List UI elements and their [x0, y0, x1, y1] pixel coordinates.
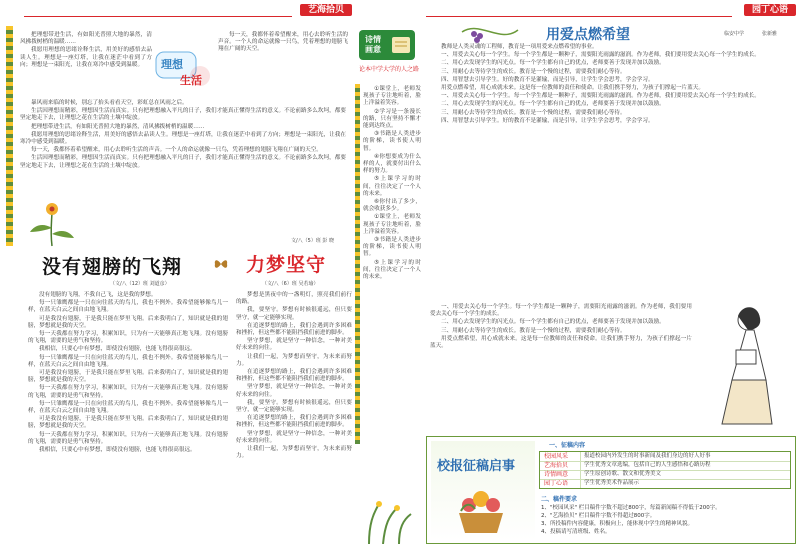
flower-illustration	[22, 200, 82, 248]
table-row: 校园风采 报道校园内外发生的时事新闻及我们身边的好人好事	[540, 452, 790, 462]
middle-tag-label: 诗情画意	[365, 35, 381, 54]
woman-illustration	[702, 300, 792, 430]
submission-title: 校报征稿启事	[437, 459, 516, 474]
section-tag: 艺海拾贝	[300, 4, 352, 16]
wings-body: 没有翅膀的飞翔，不我自己飞，这是我的梦想。 每一只雏鹰都是一只在向往蓝天的鸟儿，我也不例外。我希望能够像鸟儿一样，在蓝天白云之间自由地飞翔。 可是我没有翅膀，于是我只能在梦里飞翔。后来我明白了，知识就是我的翅膀，梦想就是我的天空。 每一天我都在努力学习，积累知识，只为有一天能够真正地飞翔。没有翅膀的飞翔，需要的是勇气和坚持。 我相信，只要心中有梦想，即使没有翅膀，也能飞得很高很远。 每一只雏鹰都是一只在向往蓝天的鸟儿，我也不例外。我希望能够像鸟儿一样，在蓝天白云之间自由地飞翔。 可是我没有翅膀，于是我只能在梦里飞翔。后来我明白了，知识就是我的翅膀，梦想就是我的天空。 每一天我都在努力学习，积累知识，只为有一天能够真正地飞翔。没有翅膀的飞翔，需要的是勇气和坚持。 每一只雏鹰都是一只在向往蓝天的鸟儿，我也不例外。我希望能够像鸟儿一样，在蓝天白云之间自由地飞翔。 可是我没有翅膀，于是我只能在梦里飞翔。后来我明白了，知识就是我的翅膀，梦想就是我的天空。 每一天我都在努力学习，积累知识，只为有一天能够真正地飞翔。没有翅膀的飞翔，需要的是勇气和坚持。 我相信，只要心中有梦想，即使没有翅膀，也能飞得很高很远。	[28, 292, 228, 454]
middle-tag	[359, 30, 415, 60]
title-part-1: 理想	[161, 58, 183, 71]
table-heading: 一、征稿内容	[549, 442, 586, 449]
wings-title: 没有翅膀的飞翔	[42, 256, 183, 278]
middle-body: ①课堂上，老师发现孩子专注地听着，脸上洋溢着笑容。 ②学习是一条漫长的路，只有坚持不懈才能到达终点。 ③书籍是人类进步的阶梯，读书使人明智。 ④你想要成为什么样的人，就要付出什么样的努力。 ⑤上课学习的时间，往往决定了一个人的未来。 ⑥你付出了多少，就会收获多少。 ①课堂上，老师发现孩子专注地听着，脸上洋溢着笑容。 ③书籍是人类进步的阶梯，读书使人明智。 ⑤上课学习的时间，往往决定了一个人的未来。	[363, 86, 421, 281]
note-item: 1、"校园风采" 栏目稿件字数不超过800字，每篇新闻稿不得低于200字。	[541, 505, 721, 511]
submission-panel	[426, 436, 796, 544]
scroll-icon	[390, 33, 412, 57]
table-row: 艺海拾贝 学生优秀文章选编，包括自己的人生感悟和心路历程	[540, 461, 790, 471]
dream-body: 梦想是黑夜中的一盏明灯，照亮我们前行的路。 我，要坚守。梦想有时候很遥远，但只要坚守，就一定能够实现。 在追逐梦想的路上，我们会遇到许多困难和挫折，但这些都不能阻挡我们前进的脚步。 坚守梦想，就是坚守一种信念，一种对美好未来的向往。 让我们一起，为梦想而坚守，为未来而努力。 在追逐梦想的路上，我们会遇到许多困难和挫折，但这些都不能阻挡我们前进的脚步。 坚守梦想，就是坚守一种信念，一种对美好未来的向往。 我，要坚守。梦想有时候很遥远，但只要坚守，就一定能够实现。 在追逐梦想的路上，我们会遇到许多困难和挫折，但这些都不能阻挡我们前进的脚步。 坚守梦想，就是坚守一种信念，一种对美好未来的向往。 让我们一起，为梦想而坚守，为未来而努力。	[236, 292, 352, 460]
article-body-right: 每一天，我都怀着希望醒来，用心去聆听生活的声音。一个人的命运就像一只鸟，凭着理想的翅膀飞翔在广阔的天空。	[218, 32, 348, 53]
middle-decor-stripe	[355, 84, 360, 444]
table-grid	[539, 451, 791, 489]
notes-heading: 二、稿件要求	[541, 496, 578, 503]
left-top-panel	[4, 4, 352, 248]
wings-byline: （文/八（12）班 刘道彦）	[110, 281, 170, 287]
wings-article	[28, 250, 232, 544]
right-school: 临安中学	[724, 31, 745, 37]
right-section-line	[426, 16, 732, 17]
right-title: 用爱点燃希望	[546, 27, 630, 43]
note-item: 3、所投稿件内容健康，积极向上，能体现中学生的精神风貌。	[541, 521, 694, 527]
right-author: 张新雅	[762, 31, 778, 37]
flower-icon	[22, 200, 82, 248]
right-body: 教师是人类灵魂的工程师，教育是一项用爱来点燃希望的事业。 一、用爱去关心每一个学生。每一个学生都是一颗种子，需要阳光雨露的滋润。作为老师，我们要用爱去关心每一个学生的成长。 二、用心去发现学生的闪光点。每一个学生都有自己的优点，老师要善于发现并加以鼓励。 三、用耐心去等待学生的成长。教育是一个慢的过程，需要我们耐心等待。 四、用智慧去引导学生。好的教育不是灌输，而是引导，让学生学会思考，学会学习。 用爱点燃希望，用心成就未来。这是每一位教师的责任和使命。让我们携手努力，为孩子们撑起一片蓝天。 一、用爱去关心每一个学生。每一个学生都是一颗种子，需要阳光雨露的滋润。作为老师，我们要用爱去关心每一个学生的成长。 二、用心去发现学生的闪光点。每一个学生都有自己的优点，老师要善于发现并加以鼓励。 三、用耐心去等待学生的成长。教育是一个慢的过程，需要我们耐心等待。 四、用智慧去引导学生。好的教育不是灌输，而是引导，让学生学会思考，学会学习。	[441, 44, 760, 124]
left-decor-stripe	[6, 26, 13, 246]
note-item: 2、"艺海拾贝" 栏目稿件字数不得超过800字。	[541, 513, 656, 519]
right-section-tag: 园丁心语	[744, 4, 796, 16]
table-divider	[580, 452, 581, 488]
grass-icon	[359, 494, 419, 544]
middle-column	[355, 30, 423, 544]
table-row: 诗情画意 学生原创诗歌、散文和优秀美文	[540, 470, 790, 480]
flower-basket-icon	[451, 483, 511, 535]
title-part-2: 生活	[180, 74, 202, 87]
submission-notes	[541, 495, 791, 536]
reading-woman-icon	[702, 300, 792, 430]
dream-title: 力梦坚守	[246, 254, 327, 276]
right-top-panel	[426, 4, 796, 434]
article-byline: 文/八（5）班 彭 晓	[290, 238, 334, 244]
grass-illustration	[359, 494, 419, 544]
section-line	[24, 16, 292, 17]
theme-title	[154, 44, 216, 92]
article-body-full: 暴风雨来临的时候，别忘了抬头看看天空，彩虹总在风雨之后。 生活因理想而精彩，理想因生活而真实。只有把理想融入平凡的日子，我们才能真正懂得生活的意义。不论前路多么坎坷，都要坚定地走下去，让理想之花在生活的土壤中绽放。 把理想带进生活，有如阳光普照大地的暴然，清风拂拨树梢的温暖…… 我愿用理想的思绪诠释生活，用美好的感悟去品读人生。理想是一座灯塔，让我在迷茫中看到了方向；理想是一束阳光，让我在寒冷中感受到温暖。 每一天，我都怀着希望醒来，用心去聆听生活的声音。一个人的命运就像一只鸟，凭着理想的翅膀飞翔在广阔的天空。 生活因理想而精彩，理想因生活而真实。只有把理想融入平凡的日子，我们才能真正懂得生活的意义。不论前路多么坎坷，都要坚定地走下去，让理想之花在生活的土壤中绽放。	[20, 100, 346, 169]
note-item: 4、投稿请写清班级、姓名。	[541, 529, 611, 535]
right-body-lower: 一、用爱去关心每一个学生。每一个学生都是一颗种子，需要阳光雨露的滋润。作为老师，我们要用爱去关心每一个学生的成长。 二、用心去发现学生的闪光点。每一个学生都有自己的优点，老师要善于发现并加以鼓励。 三、用耐心去等待学生的成长。教育是一个慢的过程，需要我们耐心等待。 用爱点燃希望，用心成就未来。这是每一位教师的责任和使命。让我们携手努力，为孩子们撑起一片蓝天。	[430, 304, 692, 350]
dream-byline: （文/八（6）班 吴若瑜）	[262, 281, 319, 287]
submission-title-box	[431, 441, 535, 541]
middle-heading: 论本中学大学的人之路	[359, 66, 420, 73]
dream-article	[236, 250, 354, 544]
submission-table	[539, 441, 791, 491]
table-row: 园丁心语 学生优秀美术作品展示	[544, 480, 640, 487]
butterfly-icon	[214, 256, 228, 275]
article-body: 把理想带进生活，有如阳光普照大地的暴然，清风拂拨树梢的温暖…… 我愿用理想的思绪诠释生活，用美好的感悟去品读人生。理想是一座灯塔，让我在迷茫中看到了方向；理想是一束阳光，让我在寒冷中感受到温暖。	[20, 32, 152, 68]
